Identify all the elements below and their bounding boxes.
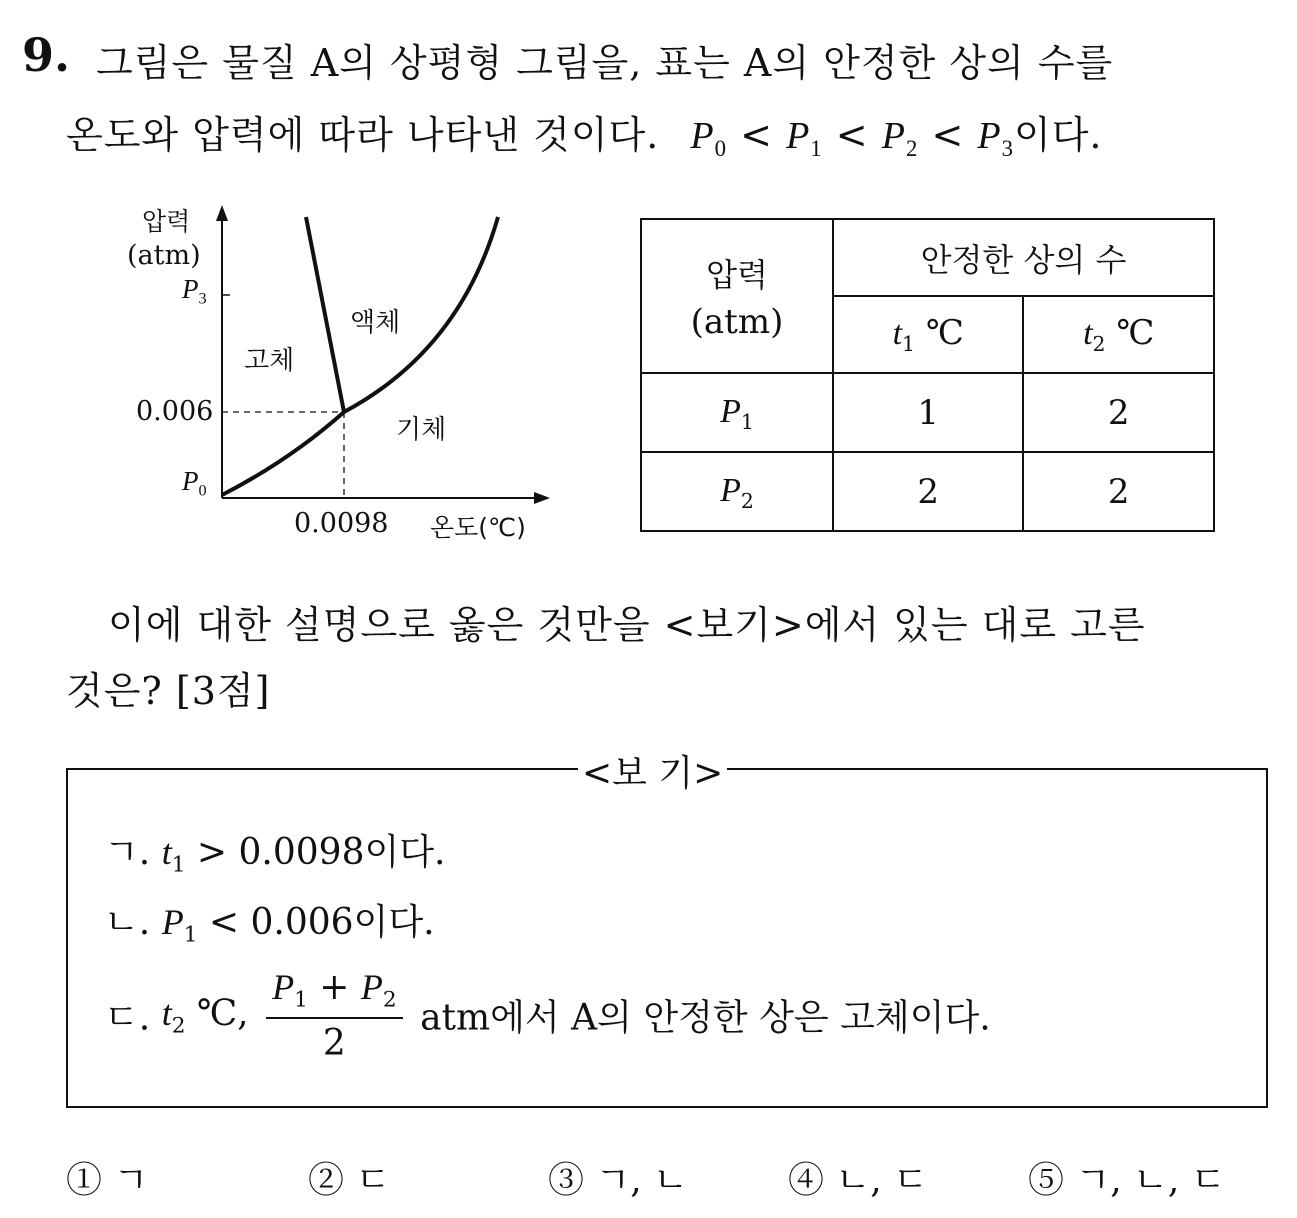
p3-symbol: $P_3$ bbox=[977, 115, 1014, 161]
y-axis-label-unit: (atm) bbox=[127, 240, 201, 271]
choice-3[interactable]: ③ ㄱ, ㄴ bbox=[548, 1160, 688, 1201]
sublimation-curve bbox=[222, 412, 344, 495]
prompt-line-2: 것은? [3점] bbox=[66, 669, 271, 713]
p0-symbol: $P_0$ bbox=[690, 115, 728, 161]
prompt-line-1: 이에 대한 설명으로 옳은 것만을 <보기>에서 있는 대로 고른 bbox=[108, 603, 1146, 647]
row-p1-t2: 2 bbox=[1023, 373, 1214, 452]
choice-4[interactable]: ④ ㄴ, ㄷ bbox=[788, 1160, 928, 1201]
y-axis-label-pressure: 압력 bbox=[142, 207, 191, 236]
header-pressure-cell bbox=[641, 219, 833, 373]
row-p2-t1: 2 bbox=[833, 452, 1023, 531]
header-t1: $t_1$ ℃ bbox=[833, 296, 1023, 373]
bogi-title: <보 기> bbox=[578, 745, 727, 796]
bogi-marker-3: ㄷ. bbox=[104, 997, 151, 1039]
header-pressure-unit: (atm) bbox=[690, 302, 784, 342]
row-p1-t1: 1 bbox=[833, 373, 1023, 452]
question-line-1: 그림은 물질 A의 상평형 그림을, 표는 A의 안정한 상의 수를 bbox=[96, 41, 1114, 85]
x-axis-label: 온도(℃) bbox=[430, 513, 526, 542]
fraction-p1-plus-p2-over-2: $\frac{P_1 + P_2}{2}$ bbox=[266, 966, 403, 1064]
question-line-2-text: 온도와 압력에 따라 나타낸 것이다. bbox=[66, 113, 660, 157]
bogi-marker-1: ㄱ. bbox=[104, 832, 151, 873]
tick-label-p0: $P_0$ bbox=[182, 466, 207, 500]
choice-5[interactable]: ⑤ ㄱ, ㄴ, ㄷ bbox=[1028, 1160, 1226, 1201]
tick-label-0006: 0.006 bbox=[136, 396, 214, 427]
choice-2[interactable]: ② ㄷ bbox=[308, 1160, 391, 1201]
p2-symbol: $P_2$ bbox=[881, 115, 919, 161]
tick-label-p3: $P_3$ bbox=[182, 274, 207, 308]
melting-curve bbox=[306, 217, 344, 412]
p1-symbol: $P_1$ bbox=[786, 115, 823, 161]
y-axis-arrow bbox=[216, 205, 228, 221]
header-t2: $t_2$ ℃ bbox=[1023, 296, 1214, 373]
lt-symbol-3: < bbox=[931, 113, 965, 157]
choice-1[interactable]: ① ㄱ bbox=[66, 1160, 149, 1201]
region-solid-label: 고체 bbox=[244, 346, 295, 376]
row-p2-t2: 2 bbox=[1023, 452, 1214, 531]
stable-phase-table bbox=[640, 218, 1215, 532]
region-gas-label: 기체 bbox=[396, 415, 447, 445]
region-liquid-label: 액체 bbox=[350, 308, 401, 338]
bogi-item-2: ㄴ. $P_1 < 0.006$이다. bbox=[104, 902, 435, 948]
line2-suffix: 이다. bbox=[1014, 113, 1103, 157]
lt-symbol-2: < bbox=[835, 113, 869, 157]
header-pressure: 압력 bbox=[706, 256, 768, 294]
x-axis-arrow bbox=[534, 492, 550, 504]
bogi-item-3: ㄷ. $t_2$ ℃, $\frac{P_1 + P_2}{2}$ atm에서 A의 안정한 상은 고체이다. bbox=[104, 967, 991, 1064]
question-number: 9. bbox=[22, 28, 71, 82]
table-row bbox=[641, 373, 1214, 452]
tick-label-00098: 0.0098 bbox=[294, 508, 389, 539]
row-p2-label: $P_2$ bbox=[641, 452, 833, 531]
question-line-2 bbox=[66, 104, 1103, 162]
table-row bbox=[641, 452, 1214, 531]
bogi-item-1: ㄱ. $t_1 > 0.0098$이다. bbox=[104, 832, 446, 878]
bogi-marker-2: ㄴ. bbox=[104, 902, 151, 943]
row-p1-label: $P_1$ bbox=[641, 373, 833, 452]
header-stable-phases: 안정한 상의 수 bbox=[833, 219, 1214, 296]
lt-symbol-1: < bbox=[740, 113, 773, 157]
